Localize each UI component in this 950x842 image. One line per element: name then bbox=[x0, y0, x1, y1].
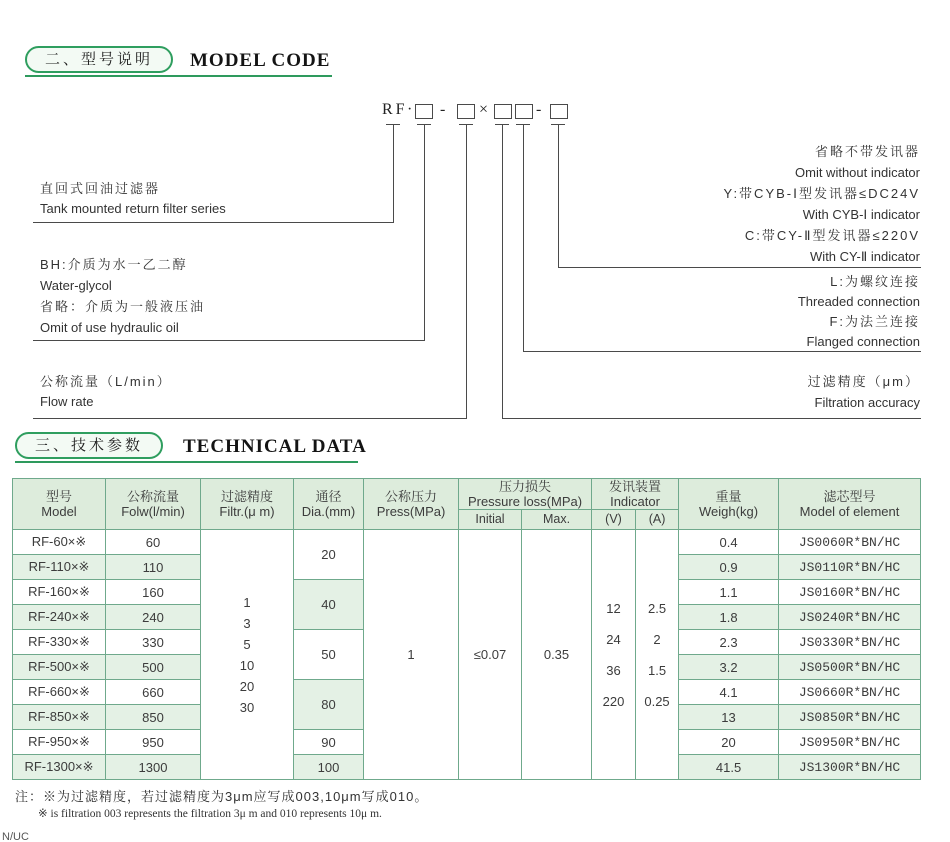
cell-flow: 950 bbox=[106, 730, 201, 755]
cell-weight: 0.4 bbox=[679, 530, 779, 555]
cell-flow: 850 bbox=[106, 705, 201, 730]
cell-model: RF-660×※ bbox=[13, 680, 106, 705]
cell-weight: 3.2 bbox=[679, 655, 779, 680]
model-code-dash-1: - bbox=[440, 101, 446, 118]
cell-diameter: 50 bbox=[294, 630, 364, 680]
cell-flow: 60 bbox=[106, 530, 201, 555]
volt-value: 220 bbox=[602, 693, 625, 709]
cell-diameter: 100 bbox=[294, 755, 364, 780]
col-header-indicator bbox=[592, 479, 679, 510]
col-subheader-max: Max. bbox=[522, 510, 592, 530]
model-code-dash-2: - bbox=[536, 101, 542, 118]
label-ind-cn3: C:带CY-Ⅱ型发讯器≤220V bbox=[744, 228, 920, 243]
label-indicator-options bbox=[723, 141, 920, 267]
cell-weight: 4.1 bbox=[679, 680, 779, 705]
cell-model: RF-1300×※ bbox=[13, 755, 106, 780]
cell-flow: 240 bbox=[106, 605, 201, 630]
label-connection-options bbox=[798, 272, 920, 352]
cell-flow: 110 bbox=[106, 555, 201, 580]
col-header-flow-cn: 公称流量 bbox=[126, 489, 179, 504]
model-code-dot: · bbox=[407, 101, 413, 118]
cell-model: RF-160×※ bbox=[13, 580, 106, 605]
col-header-loss-cn: 压力损失 bbox=[499, 479, 552, 494]
cell-element: JS0060R*BN/HC bbox=[779, 530, 921, 555]
cell-filtration-values bbox=[201, 530, 294, 780]
col-header-element-en: Model of element bbox=[799, 504, 900, 519]
label-medium-cn2: 省略：介质为一般液压油 bbox=[40, 299, 206, 314]
label-medium-cn1: BH:介质为水一乙二醇 bbox=[40, 257, 188, 272]
label-filtration-accuracy bbox=[808, 371, 920, 413]
label-conn-cn2: F:为法兰连接 bbox=[829, 314, 920, 329]
connector-line bbox=[33, 222, 394, 223]
cell-volts bbox=[592, 530, 636, 780]
amp-value: 2 bbox=[653, 631, 661, 647]
col-header-model bbox=[13, 479, 106, 530]
section-badge-model-code: 二、型号说明 bbox=[25, 46, 173, 73]
model-code-box-1 bbox=[415, 104, 433, 119]
filtration-value: 10 bbox=[239, 657, 255, 673]
cell-model: RF-950×※ bbox=[13, 730, 106, 755]
label-series-cn: 直回式回油过滤器 bbox=[40, 181, 161, 196]
cell-flow: 1300 bbox=[106, 755, 201, 780]
label-ind-en3: With CY-Ⅱ indicator bbox=[810, 249, 920, 264]
cell-flow: 660 bbox=[106, 680, 201, 705]
connector-line bbox=[558, 267, 921, 268]
cell-weight: 1.8 bbox=[679, 605, 779, 630]
cell-diameter: 20 bbox=[294, 530, 364, 580]
col-subheader-amps: (A) bbox=[636, 510, 679, 530]
col-header-flow bbox=[106, 479, 201, 530]
col-header-pressure-loss bbox=[459, 479, 592, 510]
col-header-weight bbox=[679, 479, 779, 530]
amp-value: 1.5 bbox=[647, 662, 667, 678]
cell-weight: 41.5 bbox=[679, 755, 779, 780]
connector-line bbox=[424, 124, 425, 340]
col-header-flow-en: Folw(l/min) bbox=[121, 504, 185, 519]
cell-weight: 13 bbox=[679, 705, 779, 730]
label-conn-cn1: L:为螺纹连接 bbox=[830, 274, 920, 289]
cell-element: JS0950R*BN/HC bbox=[779, 730, 921, 755]
model-code-box-4 bbox=[515, 104, 533, 119]
label-conn-en2: Flanged connection bbox=[806, 334, 920, 349]
col-header-model-cn: 型号 bbox=[45, 489, 72, 504]
label-filtr-en: Filtration accuracy bbox=[814, 395, 920, 410]
footnote-cn: 注：※为过滤精度，若过滤精度为3μm应写成003,10μm写成010。 bbox=[15, 789, 429, 804]
cell-element: JS0160R*BN/HC bbox=[779, 580, 921, 605]
section-badge-technical-data: 三、技术参数 bbox=[15, 432, 163, 459]
section-underline bbox=[25, 75, 332, 77]
connector-line bbox=[523, 124, 524, 351]
filtration-value: 3 bbox=[243, 615, 251, 631]
col-header-filtr-en: Filtr.(μ m) bbox=[219, 504, 275, 519]
model-code-times: × bbox=[479, 101, 489, 118]
cell-model: RF-850×※ bbox=[13, 705, 106, 730]
section-title-model-code: MODEL CODE bbox=[190, 50, 331, 71]
cell-weight: 0.9 bbox=[679, 555, 779, 580]
col-header-press-en: Press(MPa) bbox=[376, 504, 446, 519]
filtration-value: 20 bbox=[239, 678, 255, 694]
label-ind-cn1: 省略不带发讯器 bbox=[814, 144, 920, 159]
cell-weight: 1.1 bbox=[679, 580, 779, 605]
col-header-model-en: Model bbox=[41, 504, 77, 519]
label-series bbox=[40, 179, 226, 219]
connector-line bbox=[33, 418, 467, 419]
connector-line bbox=[502, 124, 503, 418]
col-header-ind-cn: 发讯装置 bbox=[609, 479, 662, 494]
cell-amps bbox=[636, 530, 679, 780]
label-ind-en1: Omit without indicator bbox=[795, 165, 920, 180]
cell-element: JS0500R*BN/HC bbox=[779, 655, 921, 680]
label-ind-en2: With CYB-Ⅰ indicator bbox=[802, 207, 920, 222]
cell-diameter: 80 bbox=[294, 680, 364, 730]
volt-value: 36 bbox=[606, 662, 621, 678]
connector-line bbox=[502, 418, 921, 419]
cell-element: JS0660R*BN/HC bbox=[779, 680, 921, 705]
label-flow-rate bbox=[40, 372, 172, 412]
page-corner-text: N/UC bbox=[2, 831, 29, 842]
label-medium-en2: Omit of use hydraulic oil bbox=[40, 320, 179, 335]
cell-element: JS0850R*BN/HC bbox=[779, 705, 921, 730]
label-medium-en1: Water-glycol bbox=[40, 278, 112, 293]
col-header-ind-en: Indicator bbox=[610, 494, 660, 509]
model-code-prefix: RF bbox=[382, 101, 408, 118]
technical-data-table bbox=[12, 478, 921, 780]
col-header-weight-cn: 重量 bbox=[715, 489, 742, 504]
cell-model: RF-60×※ bbox=[13, 530, 106, 555]
cell-element: JS1300R*BN/HC bbox=[779, 755, 921, 780]
cell-pressure: 1 bbox=[364, 530, 459, 780]
model-code-box-3 bbox=[494, 104, 512, 119]
label-flow-cn: 公称流量（L/min） bbox=[40, 374, 172, 389]
connector-line bbox=[558, 124, 559, 267]
col-header-pressure bbox=[364, 479, 459, 530]
section-title-technical-data: TECHNICAL DATA bbox=[183, 436, 367, 457]
label-flow-en: Flow rate bbox=[40, 394, 94, 409]
cell-loss-max: 0.35 bbox=[522, 530, 592, 780]
connector-line bbox=[33, 340, 425, 341]
cell-loss-initial: ≤0.07 bbox=[459, 530, 522, 780]
label-series-en: Tank mounted return filter series bbox=[40, 201, 226, 216]
col-subheader-volts: (V) bbox=[592, 510, 636, 530]
cell-flow: 160 bbox=[106, 580, 201, 605]
cell-flow: 330 bbox=[106, 630, 201, 655]
filtration-value: 30 bbox=[239, 699, 255, 715]
cell-model: RF-110×※ bbox=[13, 555, 106, 580]
cell-weight: 2.3 bbox=[679, 630, 779, 655]
cell-element: JS0330R*BN/HC bbox=[779, 630, 921, 655]
connector-line bbox=[393, 124, 394, 222]
col-header-press-cn: 公称压力 bbox=[384, 489, 437, 504]
cell-element: JS0240R*BN/HC bbox=[779, 605, 921, 630]
col-subheader-initial: Initial bbox=[459, 510, 522, 530]
amp-value: 0.25 bbox=[644, 693, 670, 709]
col-header-element-cn: 滤芯型号 bbox=[823, 489, 876, 504]
label-conn-en1: Threaded connection bbox=[797, 294, 920, 309]
col-header-dia-cn: 通径 bbox=[315, 489, 342, 504]
connector-line bbox=[466, 124, 467, 418]
col-header-filtration bbox=[201, 479, 294, 530]
model-code-box-5 bbox=[550, 104, 568, 119]
label-filtr-cn: 过滤精度（μm） bbox=[807, 374, 920, 389]
col-header-diameter bbox=[294, 479, 364, 530]
amp-value: 2.5 bbox=[647, 600, 667, 616]
table-row bbox=[13, 530, 921, 555]
cell-model: RF-330×※ bbox=[13, 630, 106, 655]
cell-element: JS0110R*BN/HC bbox=[779, 555, 921, 580]
cell-flow: 500 bbox=[106, 655, 201, 680]
cell-model: RF-240×※ bbox=[13, 605, 106, 630]
volt-value: 12 bbox=[606, 600, 621, 616]
col-header-loss-en: Pressure loss(MPa) bbox=[467, 494, 583, 509]
cell-diameter: 90 bbox=[294, 730, 364, 755]
volt-value: 24 bbox=[606, 631, 621, 647]
cell-model: RF-500×※ bbox=[13, 655, 106, 680]
filtration-value: 1 bbox=[243, 594, 251, 610]
cell-weight: 20 bbox=[679, 730, 779, 755]
filtration-value: 5 bbox=[243, 636, 251, 652]
model-code-box-2 bbox=[457, 104, 475, 119]
col-header-element bbox=[779, 479, 921, 530]
label-medium bbox=[40, 254, 205, 338]
footnote-en: ※ is filtration 003 represents the filtration 3μ m and 010 represents 10μ m. bbox=[38, 808, 382, 820]
col-header-dia-en: Dia.(mm) bbox=[301, 504, 356, 519]
cell-diameter: 40 bbox=[294, 580, 364, 630]
label-ind-cn2: Y:带CYB-Ⅰ型发讯器≤DC24V bbox=[723, 186, 920, 201]
col-header-filtr-cn: 过滤精度 bbox=[220, 489, 273, 504]
section-underline bbox=[15, 461, 358, 463]
col-header-weight-en: Weigh(kg) bbox=[699, 504, 759, 519]
